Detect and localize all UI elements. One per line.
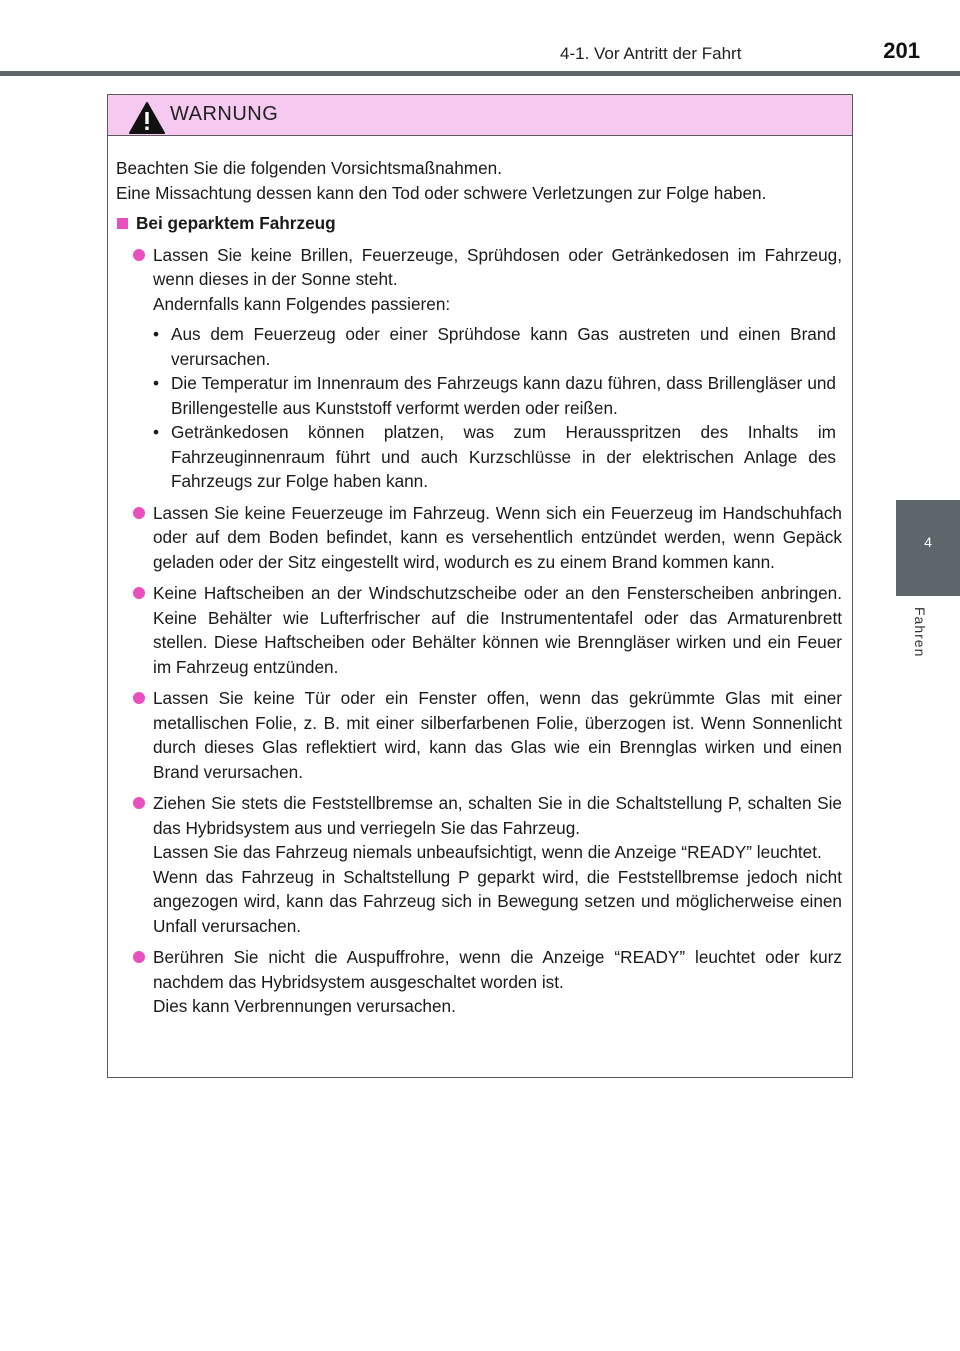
warning-triangle-icon <box>128 101 166 135</box>
chapter-label: Fahren <box>912 607 928 658</box>
warning-item <box>116 581 842 679</box>
sub-list-item <box>153 322 836 371</box>
sub-bullet-icon: • <box>153 422 160 442</box>
sub-item-text: Getränkedosen können platzen, was zum Herausspritzen des Inhalts im Fahrzeuginnenraum führt und auch Kurzschlüsse in der elektrischen Anlage des Fahrzeugs zur Folge haben kann. <box>171 422 836 491</box>
sub-item-text: Aus dem Feuerzeug oder einer Sprühdose kann Gas austreten und einen Brand verursachen. <box>171 324 836 369</box>
warning-intro <box>116 156 842 205</box>
item-paragraph: Keine Haftscheiben an der Windschutzscheibe oder an den Fensterscheiben anbringen. Keine Behälter wie Lufterfrischer auf die Instrumententafel oder das Armaturenbrett stellen. Diese Haftscheiben oder Behälter können wie Brenngläser wirken und ein Feuer im Fahrzeug entzünden. <box>153 583 842 677</box>
item-paragraph: Lassen Sie das Fahrzeug niemals unbeaufsichtigt, wenn die Anzeige “READY” leuchtet. <box>153 842 822 862</box>
intro-line: Beachten Sie die folgenden Vorsichtsmaßnahmen. <box>116 158 503 178</box>
warning-item <box>116 243 842 494</box>
warning-header <box>108 95 852 136</box>
sub-item-text: Die Temperatur im Innenraum des Fahrzeugs kann dazu führen, dass Brillengläser und Brillengestelle aus Kunststoff verformt werden oder reißen. <box>171 373 836 418</box>
section-title: 4-1. Vor Antritt der Fahrt <box>560 44 742 63</box>
circle-bullet-icon <box>133 797 145 809</box>
square-bullet-icon <box>117 218 128 229</box>
item-paragraph: Ziehen Sie stets die Feststellbremse an, schalten Sie in die Schaltstellung P, schalten Sie das Hybridsystem aus und verriegeln Sie das Fahrzeug. <box>153 793 842 838</box>
warning-item <box>116 945 842 1019</box>
circle-bullet-icon <box>133 249 145 261</box>
section-heading-text: Bei geparktem Fahrzeug <box>136 213 336 233</box>
page-number: 201 <box>883 38 920 63</box>
item-paragraph: Wenn das Fahrzeug in Schaltstellung P geparkt wird, die Feststellbremse jedoch nicht angezogen wird, kann das Fahrzeug sich in Bewegung setzen und möglicherweise einen Unfall verursachen. <box>153 866 842 936</box>
warning-item <box>116 686 842 784</box>
item-paragraph: Lassen Sie keine Feuerzeuge im Fahrzeug. Wenn sich ein Feuerzeug im Handschuhfach oder auf dem Boden befindet, kann es versehentlich entzündet werden, wenn Gepäck geladen oder der Sitz eingestellt wird, wodurch es zu einem Brand kommen kann. <box>153 502 842 572</box>
warning-box <box>107 94 853 1078</box>
warning-body <box>108 136 852 1019</box>
chapter-number: 4 <box>924 534 932 550</box>
item-paragraph: Berühren Sie nicht die Auspuffrohre, wenn die Anzeige “READY” leuchtet oder kurz nachdem das Hybridsystem ausgeschaltet worden ist. <box>153 947 842 992</box>
sub-list-item <box>153 371 836 420</box>
circle-bullet-icon <box>133 587 145 599</box>
item-paragraph: Lassen Sie keine Tür oder ein Fenster offen, wenn das gekrümmte Glas mit einer metallischen Folie, z. B. mit einer silberfarbenen Folie, überzogen ist. Wenn Sonnenlicht durch dieses Glas reflektiert wird, kann das Glas wie ein Brennglas wirken und einen Brand verursachen. <box>153 688 842 782</box>
circle-bullet-icon <box>133 951 145 963</box>
circle-bullet-icon <box>133 507 145 519</box>
sub-bullet-icon: • <box>153 373 160 393</box>
header-rule <box>0 71 960 76</box>
sub-list <box>153 322 836 494</box>
section-heading <box>116 211 842 236</box>
sub-list-item <box>153 420 836 494</box>
warning-title: WARNUNG <box>170 103 279 125</box>
sub-bullet-icon: • <box>153 324 160 344</box>
intro-line: Eine Missachtung dessen kann den Tod oder schwere Verletzungen zur Folge haben. <box>116 182 767 203</box>
item-paragraph: Dies kann Verbrennungen verursachen. <box>153 996 456 1016</box>
warning-item <box>116 791 842 938</box>
item-paragraph: Andernfalls kann Folgendes passieren: <box>153 293 451 314</box>
circle-bullet-icon <box>133 692 145 704</box>
item-paragraph: Lassen Sie keine Brillen, Feuerzeuge, Sprühdosen oder Getränkedosen im Fahrzeug, wenn dieses in der Sonne steht. <box>153 244 842 289</box>
warning-item <box>116 501 842 575</box>
